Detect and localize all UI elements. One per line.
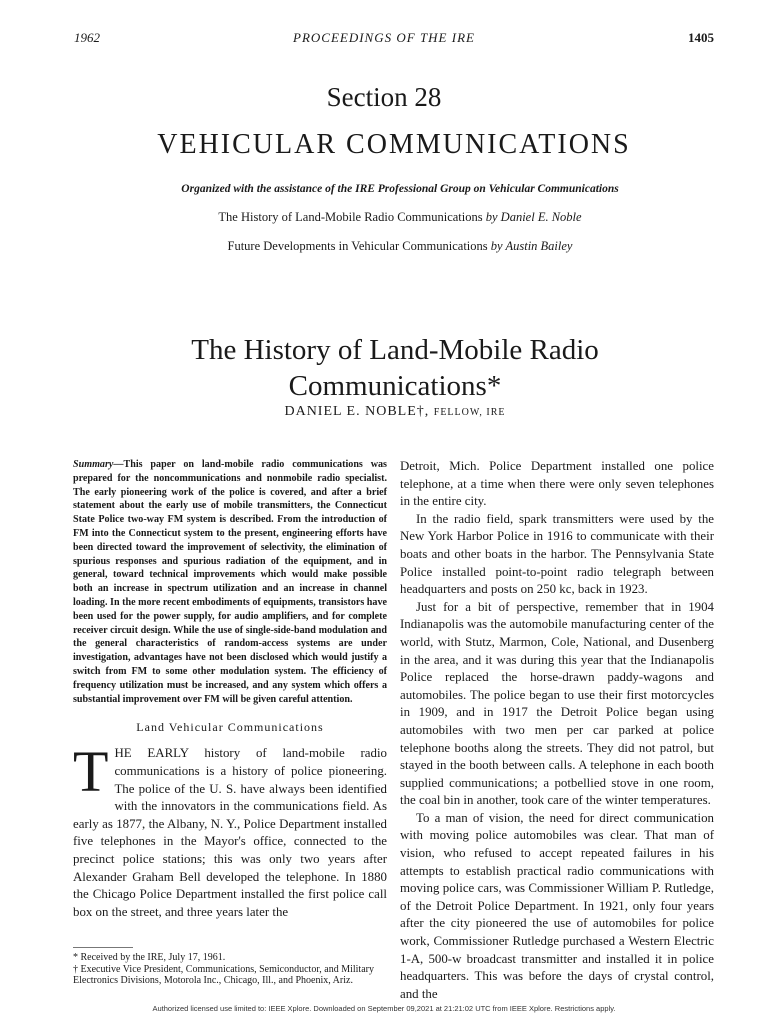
contents-title: Future Developments in Vehicular Communications bbox=[227, 239, 488, 253]
section-number: Section 28 bbox=[326, 82, 442, 112]
organized-note: Organized with the assistance of the IRE Professional Group on Vehicular Communications bbox=[181, 183, 619, 195]
author-line bbox=[0, 404, 768, 420]
footnote-rule bbox=[73, 947, 133, 948]
author-name: DANIEL E. NOBLE†, bbox=[284, 404, 430, 419]
right-column bbox=[400, 458, 714, 1003]
paragraph-man-of-vision: To a man of vision, the need for direct communication with moving police automobiles was clear. That man of vision, who refused to accept repeated failures in his attempts to establish practical radio communications with moving police cars, was Commissioner William P. Rutledge, of the Detroit Police Department. In 1921, only four years after the city pioneered the use of automobiles for police work, Commissioner Rutledge purchased a Western Electric 1-A, 500-w broadcast transmitter and installed it in police headquarters. This was before the days of crystal control, and the bbox=[400, 810, 714, 1001]
left-column bbox=[73, 458, 387, 987]
paper-title-line2: Communications* bbox=[288, 370, 502, 402]
paragraph-continued: Detroit, Mich. Police Department installed one police telephone, at a time when there were only seven telephones in the entire city. bbox=[400, 459, 714, 509]
summary-abstract bbox=[73, 458, 387, 706]
paper-title-line1: The History of Land-Mobile Radio bbox=[191, 334, 599, 366]
intro-text: HE EARLY history of land-mobile radio communications is a history of police pioneering. The police of the U. S. have always been identified with the innovators in the communications field. As early as 1877, the Albany, N. Y., Police Department installed five telephones in the Mayor's office, connected to the precinct police stations; this was only two years after Alexander Graham Bell developed the telephone. In 1880 the Chicago Police Department installed the first police call box on the street, and three years later the bbox=[73, 746, 387, 919]
header-year: 1962 bbox=[74, 30, 100, 45]
summary-text: —This paper on land-mobile radio communications was prepared for the noncommunications and nonmobile radio specialist. The early pioneering work of the police is covered, and after a brief statement about the early use of mobile transmitters, the Connecticut State Police two-way FM system is described. From the introduction of FM into the Connecticut system to the present, engineering efforts have been directed toward the improvement of selectivity, the elimination of spurious responses and spurious radiation of the equipment, and in general, toward technical improvements which would make possible both an increase in spectrum utilization and an increase in channel loading. In the more recent embodiments of equipments, transistors have been used for the power supply, for audio amplifiers, and for complete receiver circuit design. While the use of single-side-band modulation and the general characteristics of random-access systems are under investigation, advantages have not been disclosed which would justify a switch from FM to some other modulation system. The efficiency of frequency utilization must be increased, and any system which offers a substantial improvement over FM will be given careful attention. bbox=[73, 459, 387, 705]
page-number: 1405 bbox=[688, 30, 714, 45]
section-contents bbox=[0, 210, 768, 268]
paragraph-perspective: Just for a bit of perspective, remember that in 1904 Indianapolis was the automobile manufacturing center of the world, with Stutz, Marmon, Cole, National, and Dusenberg in the area, and it was during this year that the Indianapolis Police replaced the horse-drawn paddy-wagons and automobiles. The police began to use their first motorcycles in 1909, and in 1917 the Detroit Police began using automobiles with two men per car parked at police telephone booths along the streets. They did not patrol, but stayed in the booth between calls. A telephone in each booth supplied communications; a potbellied stove in one room, the coal bin in another, took care of the winter temperatures. bbox=[400, 599, 714, 808]
contents-author: by Austin Bailey bbox=[490, 239, 573, 253]
intro-paragraph bbox=[73, 739, 387, 921]
subsection-heading: Land Vehicular Communications bbox=[136, 720, 324, 735]
contents-title: The History of Land-Mobile Radio Communications bbox=[218, 210, 483, 224]
footnote-received: * Received by the IRE, July 17, 1961. bbox=[73, 952, 226, 964]
journal-name: PROCEEDINGS OF THE IRE bbox=[293, 30, 475, 45]
dropcap-letter: T bbox=[73, 739, 109, 805]
footnote-affiliation: † Executive Vice President, Communications, Semiconductor, and Military Electronics Divisions, Motorola Inc., Chicago, Ill., and Phoenix, Ariz. bbox=[73, 963, 374, 987]
summary-lead: Summary bbox=[73, 459, 114, 470]
author-grade: FELLOW, IRE bbox=[433, 407, 506, 418]
contents-item bbox=[0, 210, 768, 239]
contents-item bbox=[0, 239, 768, 268]
contents-author: by Daniel E. Noble bbox=[485, 210, 582, 224]
section-title: VEHICULAR COMMUNICATIONS bbox=[157, 129, 631, 160]
download-footer: Authorized licensed use limited to: IEEE Xplore. Downloaded on September 09,2021 at 21:21:02 UTC from IEEE Xplore. Restrictions apply. bbox=[152, 1004, 616, 1013]
paper-title bbox=[0, 332, 768, 404]
paragraph-radio-field: In the radio field, spark transmitters were used by the New York Harbor Police in 1916 to communicate with their boats and other boats in the harbor. The Pennsylvania State Police installed point-to-point radio telegraph between headquarters and posts on 250 kc, back in 1923. bbox=[400, 511, 714, 597]
